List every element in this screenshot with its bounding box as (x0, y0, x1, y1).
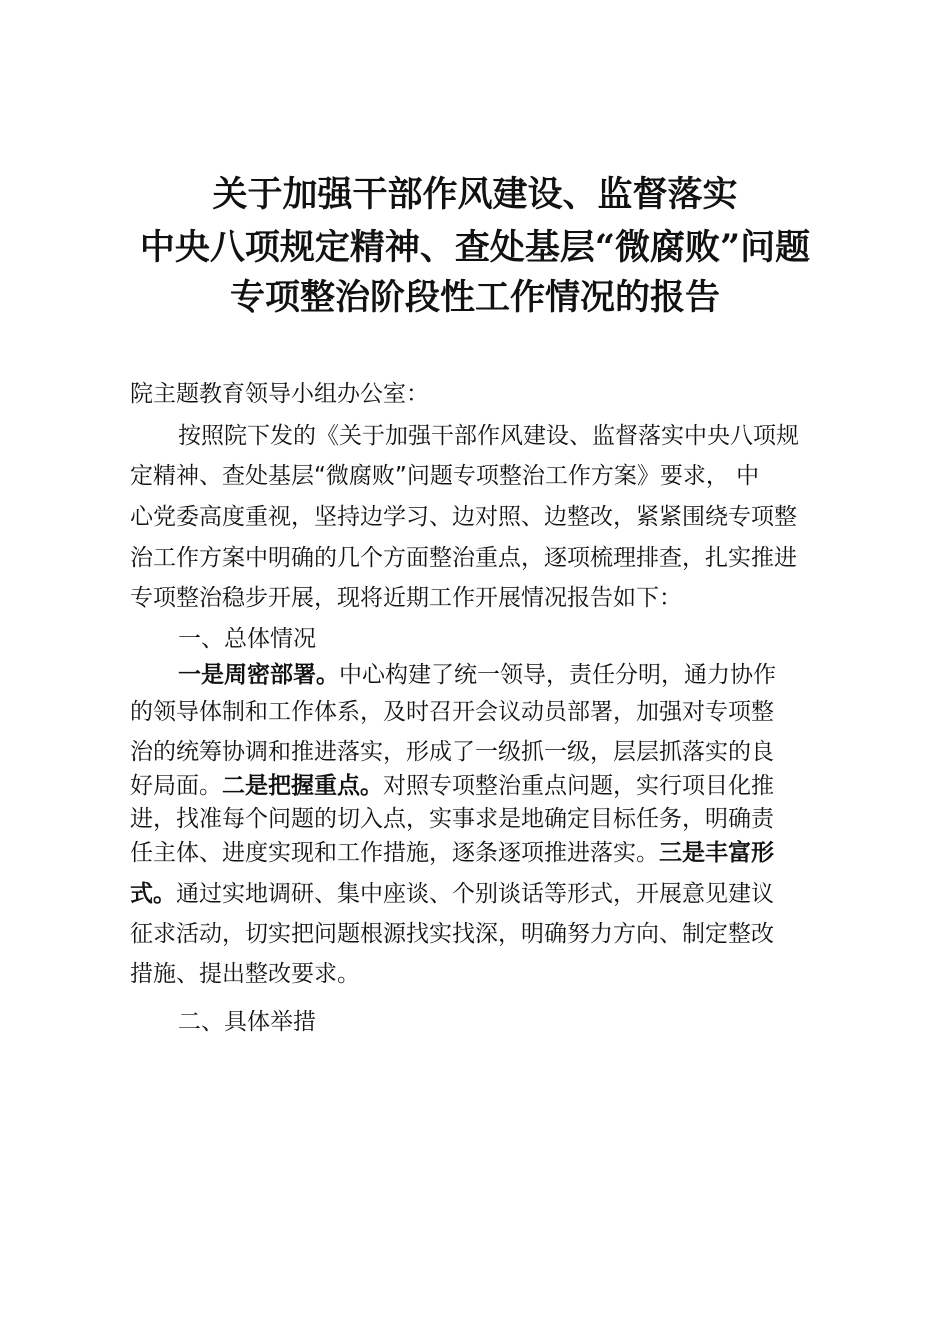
point-1-label: 一是周密部署。 (178, 662, 339, 688)
section-1-heading: 一、总体情况 (178, 626, 316, 652)
intro-line-4: 治工作方案中明确的几个方面整治重点，逐项梳理排查，扎实推进 (130, 545, 797, 571)
section-1-line-5: 进，找准每个问题的切入点，实事求是地确定目标任务，明确责 (130, 806, 774, 832)
point-1-end: 好局面。 (130, 773, 222, 799)
intro-line-1: 按照院下发的《关于加强干部作风建设、监督落实中央八项规 (178, 423, 799, 449)
intro-line-3: 心党委高度重视，坚持边学习、边对照、边整改，紧紧围绕专项整 (130, 504, 797, 530)
section-1-line-4 (130, 771, 774, 801)
intro-line-5: 专项整治稳步开展，现将近期工作开展情况报告如下： (130, 585, 682, 611)
point-2-text: 对照专项整治重点问题，实行项目化推 (383, 773, 774, 799)
section-1-line-3: 治的统筹协调和推进落实，形成了一级抓一级，层层抓落实的良 (130, 739, 774, 765)
point-3-label-start: 三是丰富形 (659, 840, 774, 866)
point-2-end: 任主体、进度实现和工作措施，逐条逐项推进落实。 (130, 840, 659, 866)
section-1-line-6 (130, 838, 774, 868)
section-1-line-7 (130, 879, 774, 909)
section-1-line-2: 的领导体制和工作体系，及时召开会议动员部署，加强对专项整 (130, 699, 774, 725)
point-2-label: 二是把握重点。 (222, 773, 383, 799)
point-3-label-end: 式。 (130, 881, 176, 907)
title-line-3: 专项整治阶段性工作情况的报告 (229, 277, 720, 318)
section-1-line-8: 征求活动，切实把问题根源找实找深，明确努力方向、制定整改 (130, 921, 774, 947)
section-1-line-9: 措施、提出整改要求。 (130, 961, 360, 987)
section-1-line-1 (178, 660, 776, 690)
title-line-2: 中央八项规定精神、查处基层“微腐败”问题 (139, 227, 811, 268)
salutation: 院主题教育领导小组办公室： (130, 381, 429, 407)
point-1-text: 中心构建了统一领导，责任分明，通力协作 (339, 662, 776, 688)
intro-line-2: 定精神、查处基层“微腐败”问题专项整治工作方案》要求， 中 (130, 463, 760, 489)
title-line-1: 关于加强干部作风建设、监督落实 (212, 174, 738, 215)
section-2-heading: 二、具体举措 (178, 1009, 316, 1035)
point-3-text: 通过实地调研、集中座谈、个别谈话等形式，开展意见建议 (176, 881, 774, 907)
